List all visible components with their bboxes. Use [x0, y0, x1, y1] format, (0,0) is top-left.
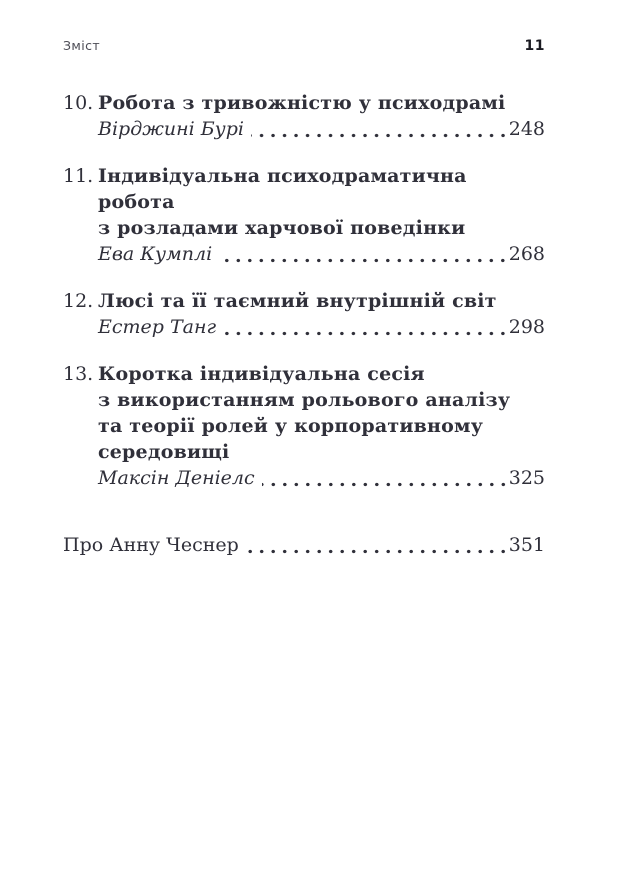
- toc-entry-author: Вірджині Бурі: [98, 118, 244, 140]
- toc-entry-title-line: Люсі та її таємний внутрішній світ: [98, 290, 497, 312]
- toc-entry-number: 11.: [63, 165, 94, 187]
- toc-entry-title-line: з використанням рольового аналізу: [98, 389, 511, 411]
- toc-about-author-label: Про Анну Чеснер: [63, 534, 239, 556]
- running-header: [63, 38, 545, 54]
- toc-entry: [63, 163, 545, 267]
- toc-entry-author-row: [98, 465, 545, 491]
- toc-entry-number: 10.: [63, 92, 94, 114]
- toc-entry-author-row: [98, 241, 545, 267]
- toc-entry-title-row: [63, 163, 545, 241]
- toc-entry-title-line: та теорії ролей у корпоративному: [98, 415, 484, 437]
- toc-entry-page: 268: [508, 243, 545, 265]
- toc-entry-title: [98, 163, 545, 241]
- dot-leader: [262, 465, 509, 491]
- toc-entry-number: 13.: [63, 363, 94, 385]
- toc-entry-author: Ева Кумплі: [98, 243, 213, 265]
- toc-entry-title-line: Робота з тривожністю у психодрамі: [98, 92, 506, 114]
- toc-entry-title-row: [63, 361, 545, 465]
- toc-about-author-row: [63, 532, 545, 558]
- toc-entry: [63, 90, 545, 142]
- toc-entry: [63, 288, 545, 340]
- toc-entry-title-row: [63, 288, 545, 314]
- toc-entry-title-line: Коротка індивідуальна сесія: [98, 363, 425, 385]
- toc-about-author-page: 351: [508, 534, 545, 556]
- toc-entry-page: 298: [508, 316, 545, 338]
- toc-entry-page: 325: [508, 467, 545, 489]
- page-number-folio: 11: [524, 38, 545, 54]
- dot-leader: [219, 241, 509, 267]
- toc-entry-author-row: [98, 116, 545, 142]
- toc-entry-title: [98, 288, 497, 314]
- dot-leader: [246, 532, 509, 558]
- dot-leader: [251, 116, 509, 142]
- toc-entry-page: 248: [508, 118, 545, 140]
- toc-entry: [63, 361, 545, 491]
- toc-entry-title-row: [63, 90, 545, 116]
- toc-entry-title-line: з розладами харчової поведінки: [98, 217, 466, 239]
- toc-entry-title-line: середовищі: [98, 441, 230, 463]
- toc-entry-author: Естер Танг: [98, 316, 217, 338]
- toc-entry-number: 12.: [63, 290, 94, 312]
- toc-entry-title: [98, 361, 510, 465]
- toc-entry-title-line: Індивідуальна психодраматична робота: [98, 165, 467, 213]
- toc-entry-author-row: [98, 314, 545, 340]
- dot-leader: [223, 314, 509, 340]
- toc-entry-title: [98, 90, 505, 116]
- table-of-contents: [63, 90, 545, 558]
- running-header-title: Зміст: [63, 38, 101, 53]
- toc-entry-author: Максін Деніелс: [98, 467, 255, 489]
